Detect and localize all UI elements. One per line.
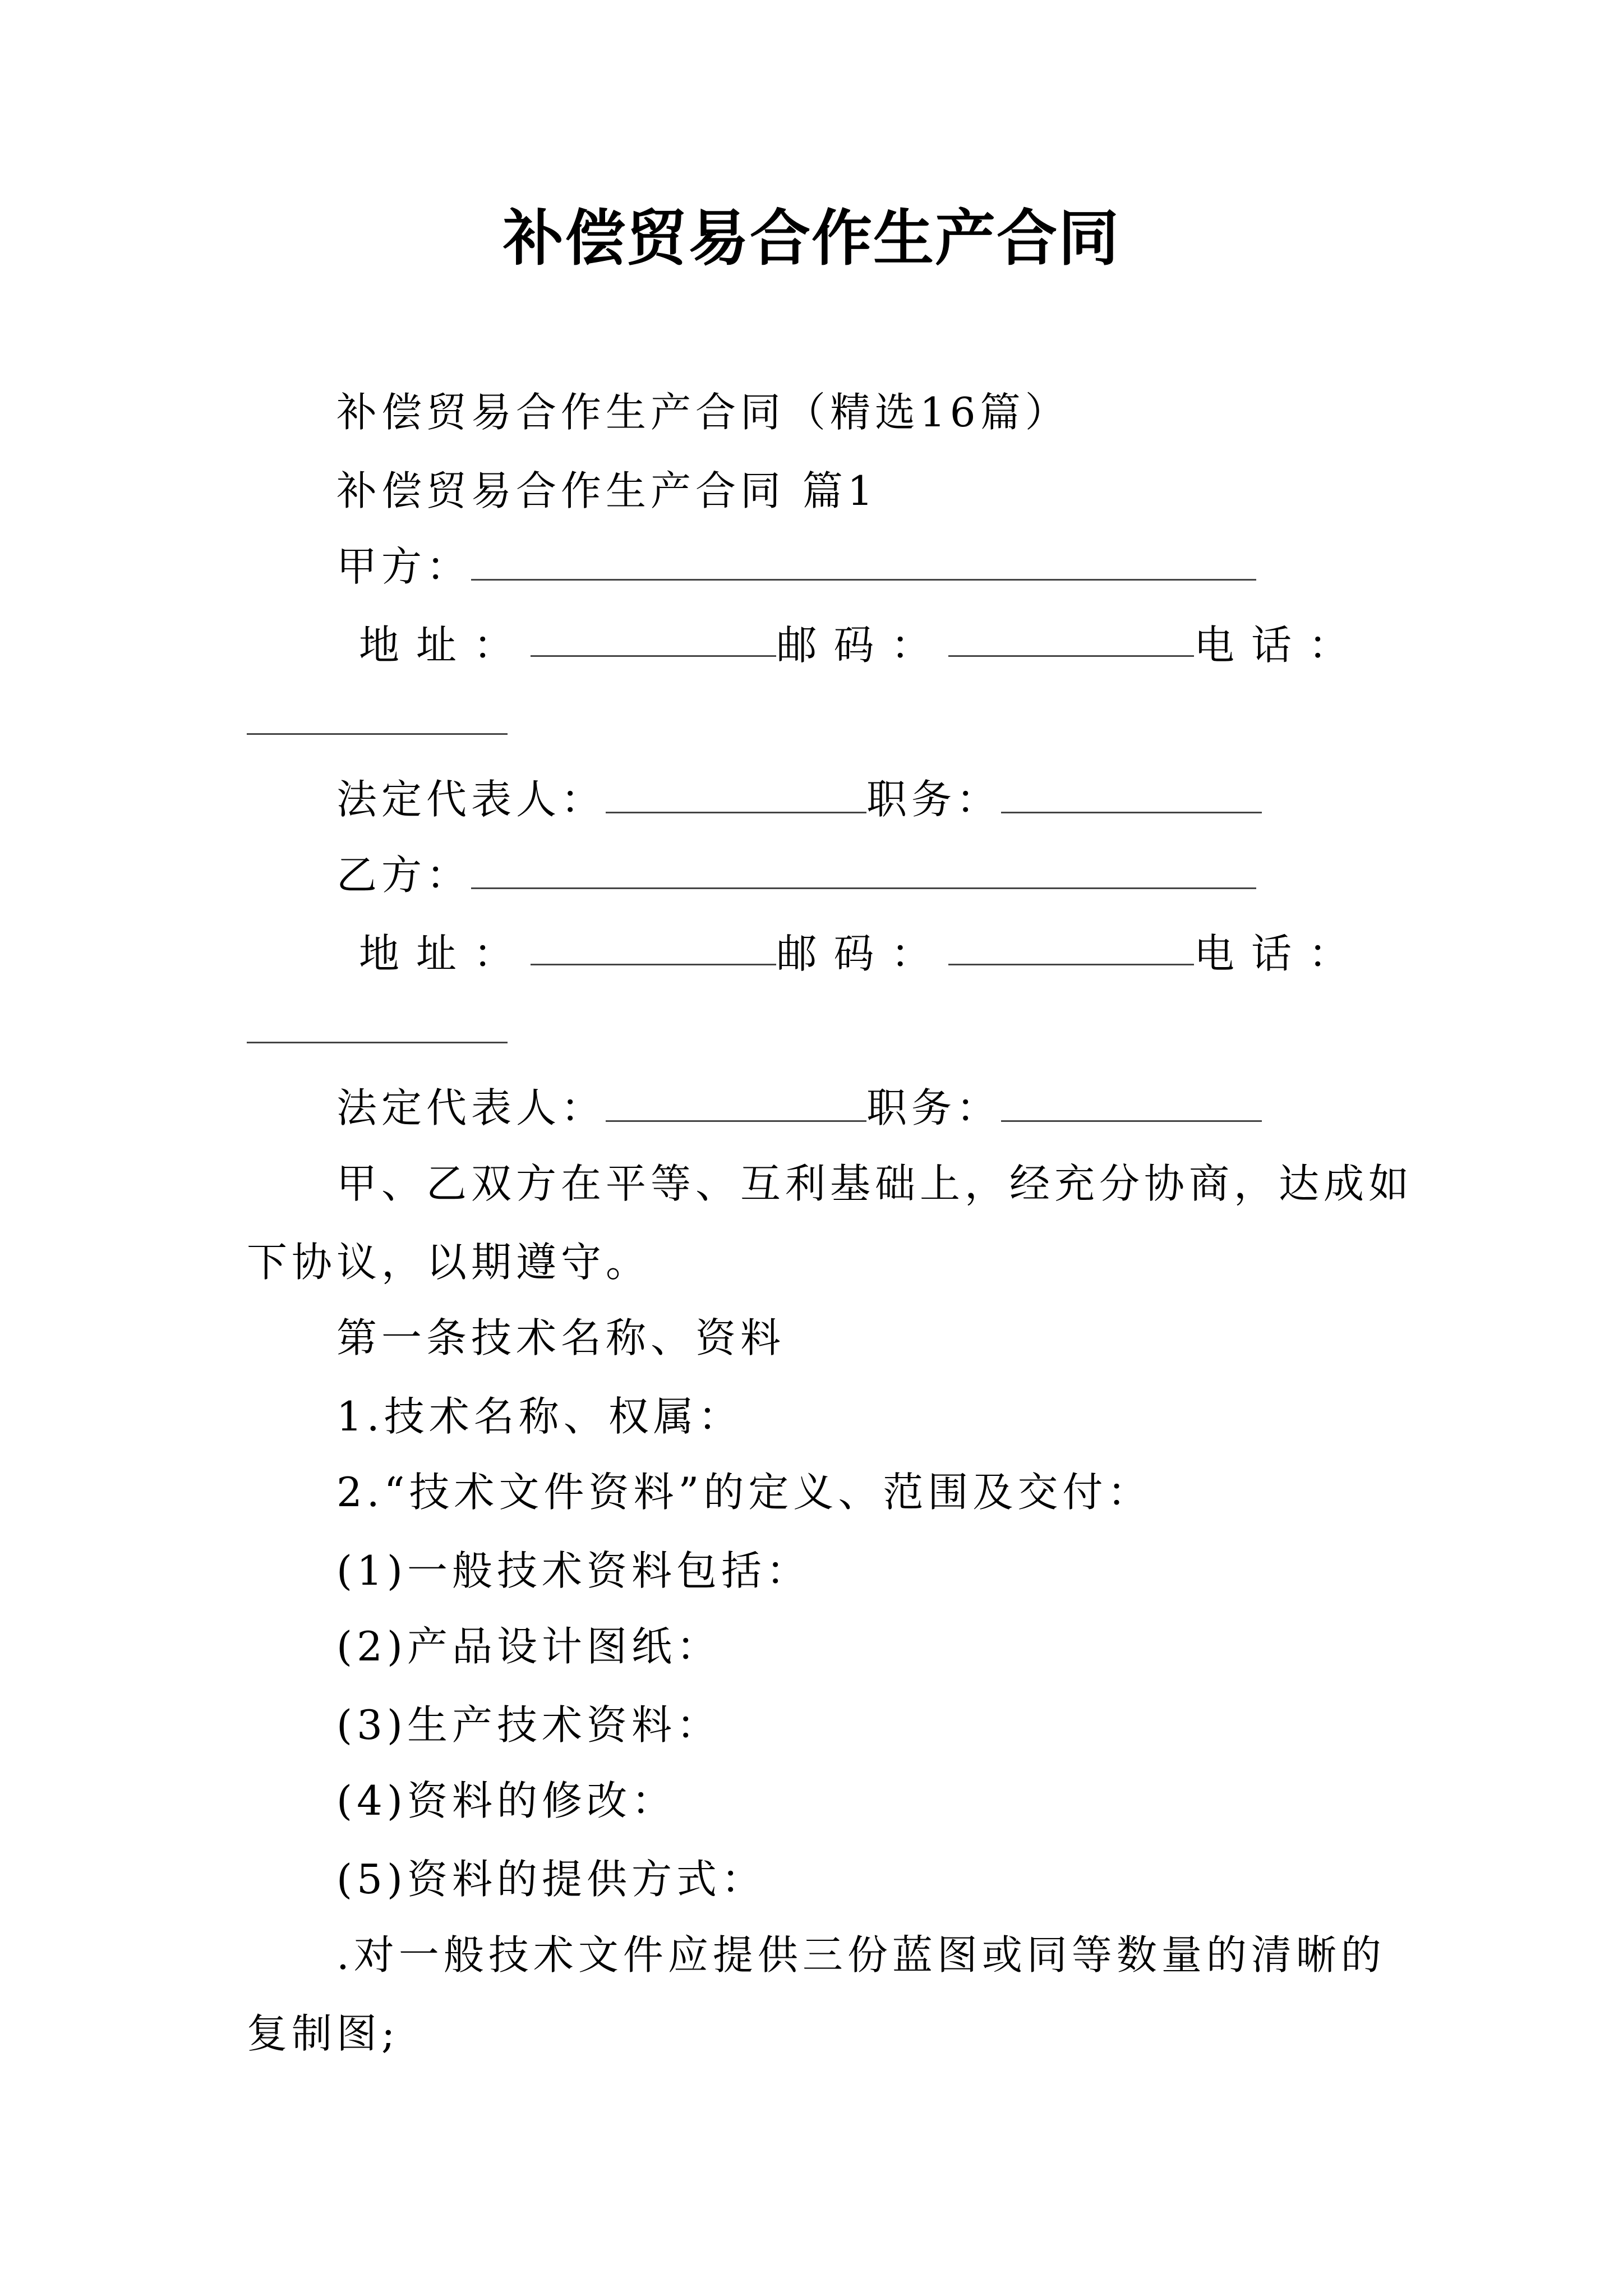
party-b-rep-label: 法定代表人： xyxy=(336,1084,606,1131)
party-a-position-label: 职务： xyxy=(866,776,1002,823)
party-b-rep-blank[interactable] xyxy=(606,1082,866,1122)
party-a-rep-label: 法定代表人： xyxy=(336,776,606,823)
agreement-text-2: 下协议，以期遵守。 xyxy=(247,1239,651,1286)
party-a-rep-blank[interactable] xyxy=(606,774,866,813)
section-title: 补偿贸易合作生产合同 篇1 xyxy=(336,467,878,514)
party-a-contact-line xyxy=(359,617,1366,673)
sub-item-5: (5)资料的提供方式： xyxy=(336,1856,766,1903)
party-a-phone-blank[interactable] xyxy=(247,695,508,735)
party-a-phone-line xyxy=(247,693,508,749)
party-b-blank[interactable] xyxy=(471,849,1256,889)
provide-text-2: 复制图; xyxy=(247,2010,400,2057)
party-b-postcode-label: 邮码： xyxy=(776,930,948,977)
party-a-rep-line xyxy=(336,771,1262,827)
party-b-label: 乙方： xyxy=(336,852,472,899)
party-a-line xyxy=(336,539,1256,595)
sub-item-1: (1)一般技术资料包括： xyxy=(336,1547,811,1594)
item-1: 1.技术名称、权属： xyxy=(336,1393,743,1440)
party-b-line xyxy=(336,847,1256,903)
party-a-postcode-label: 邮码： xyxy=(776,622,948,669)
party-b-address-blank[interactable] xyxy=(531,926,776,965)
agreement-text-1: 甲、乙双方在平等、互利基础上，经充分协商，达成如 xyxy=(336,1160,1414,1207)
sub-item-3: (3)生产技术资料： xyxy=(336,1701,721,1749)
party-a-phone-label: 电话： xyxy=(1193,622,1366,669)
party-b-position-blank[interactable] xyxy=(1001,1082,1262,1122)
party-b-phone-blank[interactable] xyxy=(247,1004,508,1043)
sub-item-4: (4)资料的修改： xyxy=(336,1777,676,1824)
sub-item-2: (2)产品设计图纸： xyxy=(336,1623,721,1670)
party-a-label: 甲方： xyxy=(336,543,472,590)
party-b-phone-line xyxy=(247,1001,508,1057)
party-a-address-label: 地址： xyxy=(359,622,531,669)
party-a-position-blank[interactable] xyxy=(1001,774,1262,813)
party-b-contact-line xyxy=(359,926,1366,982)
party-b-phone-label: 电话： xyxy=(1193,930,1366,977)
document-title: 补偿贸易合作生产合同 xyxy=(502,203,1120,274)
party-b-rep-line xyxy=(336,1080,1262,1136)
party-a-postcode-blank[interactable] xyxy=(948,617,1194,657)
item-2: 2.“技术文件资料”的定义、范围及交付： xyxy=(336,1469,1152,1516)
article-1-heading: 第一条技术名称、资料 xyxy=(336,1314,786,1361)
party-b-position-label: 职务： xyxy=(866,1084,1002,1131)
party-a-address-blank[interactable] xyxy=(531,617,776,657)
party-a-blank[interactable] xyxy=(471,541,1256,581)
provide-text-1: .对一般技术文件应提供三份蓝图或同等数量的清晰的 xyxy=(336,1931,1386,1978)
party-b-postcode-blank[interactable] xyxy=(948,926,1194,965)
party-b-address-label: 地址： xyxy=(359,930,531,977)
collection-title: 补偿贸易合作生产合同（精选16篇） xyxy=(336,389,1070,436)
